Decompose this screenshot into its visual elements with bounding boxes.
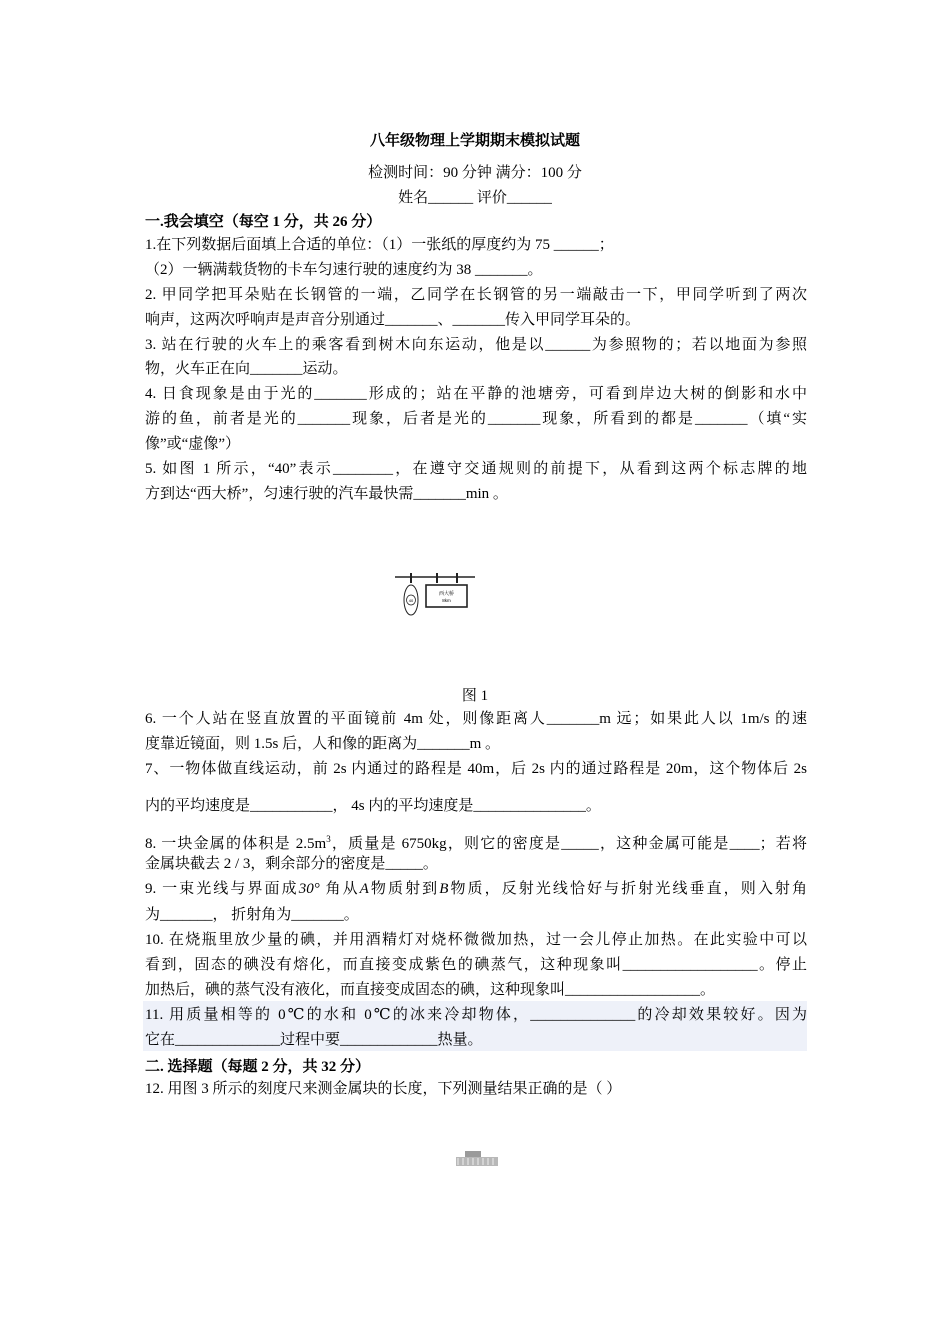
- question-10-line-1: 10. 在烧瓶里放少量的碘，并用酒精灯对烧杯微微加热，过一会儿停止加热。在此实验中可以: [145, 932, 807, 948]
- q9-text-3: 物质射到: [368, 881, 440, 897]
- q9-medium-b: B: [439, 881, 449, 897]
- q8-superscript: 3: [326, 834, 331, 844]
- q8-text-post: ，质量是 6750kg，则它的密度是_____，这种金属可能是____；若将: [330, 836, 807, 852]
- question-10-line-3: 加热后，碘的蒸气没有液化，而直接变成固态的碘，这种现象叫__________________。: [145, 982, 716, 998]
- question-8-line-2: 金属块截去 2 / 3，剩余部分的密度是_____。: [145, 856, 438, 872]
- q9-angle: 30°: [298, 881, 320, 897]
- name-label: 姓名: [398, 190, 429, 206]
- question-7-line-1: 7、一物体做直线运动，前 2s 内通过的路程是 40m，后 2s 内的通过路程是 20m，这个物体后 2s: [145, 761, 807, 777]
- question-1-line-2: （2）一辆满载货物的卡车匀速行驶的速度约为 38 _______。: [145, 262, 543, 278]
- question-5-line-1: 5. 如图 1 所示，“40”表示________，在遵守交通规则的前提下，从看到这两个标志牌的地: [145, 461, 807, 477]
- q9-medium-a: A: [359, 881, 369, 897]
- question-2-line-1: 2. 甲同学把耳朵贴在长钢管的一端，乙同学在长钢管的另一端敲击一下，甲同学听到了两次: [145, 287, 807, 303]
- question-9-line-1: [145, 879, 807, 899]
- figure-1-caption: 图 1: [461, 688, 489, 704]
- speed-limit-sign: 40: [408, 598, 414, 603]
- section-1-title: 一.我会填空（每空 1 分，共 26 分）: [145, 214, 382, 230]
- question-6-line-2: 度靠近镜面，则 1.5s 后，人和像的距离为_______m 。: [145, 736, 501, 752]
- question-4-line-3: 像”或“虚像”）: [145, 436, 240, 452]
- place-sign-name: 西大桥: [438, 591, 455, 597]
- question-10-line-2: 看到，固态的碘没有熔化，而直接变成紫色的碘蒸气，这种现象叫__________________。停止: [145, 957, 807, 973]
- question-5-line-2: 方到达“西大桥”，匀速行驶的汽车最快需_______min 。: [145, 486, 508, 502]
- question-7-line-2: 内的平均速度是___________， 4s 内的平均速度是_______________。: [145, 798, 601, 814]
- question-1-line-1: 1.在下列数据后面填上合适的单位：（1）一张纸的厚度约为 75 ______；: [145, 237, 614, 253]
- name-blank: ______: [428, 190, 474, 206]
- question-3-line-2: 物，火车正在向_______运动。: [145, 361, 348, 377]
- grade-blank: ______: [506, 190, 552, 206]
- figure-3-ruler-image: [455, 1150, 499, 1168]
- question-4-line-1: 4. 日食现象是由于光的_______形成的；站在平静的池塘旁，可看到岸边大树的倒影和水中: [145, 386, 807, 402]
- exam-info: 检测时间：90 分钟 满分：100 分: [368, 165, 582, 181]
- question-12-line-1: 12. 用图 3 所示的刻度尺来测金属块的长度，下列测量结果正确的是（ ）: [145, 1081, 622, 1097]
- question-2-line-2: 响声，这两次呼响声是声音分别通过_______、_______传入甲同学耳朵的。: [145, 312, 641, 328]
- q9-text-1: 9. 一束光线与界面成: [145, 881, 299, 897]
- question-3-line-1: 3. 站在行驶的火车上的乘客看到树木向东运动，他是以______为参照物的；若以地面为参照: [145, 337, 807, 353]
- name-line: [0, 186, 950, 207]
- figure-1-traffic-signs: [393, 570, 477, 618]
- question-11-line-1: 11. 用质量相等的 0℃的水和 0℃的冰来冷却物体，______________的冷却效果较好。因为: [145, 1007, 807, 1023]
- question-8-line-1: [145, 829, 807, 854]
- question-4-line-2: 游的鱼，前者是光的_______现象，后者是光的_______现象，所看到的都是_______（填“实: [145, 411, 807, 427]
- q8-text-pre: 8. 一块金属的体积是 2.5m: [145, 836, 327, 852]
- question-9-line-2: 为_______， 折射角为_______。: [145, 907, 359, 923]
- section-2-title: 二. 选择题（每题 2 分，共 32 分）: [145, 1059, 371, 1075]
- q9-text-2: 角从: [319, 881, 360, 897]
- place-sign-distance: 8km: [442, 598, 451, 603]
- q9-text-4: 物质，反射光线恰好与折射光线垂直，则入射角: [448, 881, 807, 897]
- question-11-line-2: 它在______________过程中要_____________热量。: [145, 1032, 483, 1048]
- grade-label: 评价: [473, 190, 507, 206]
- question-6-line-1: 6. 一个人站在竖直放置的平面镜前 4m 处，则像距离人_______m 远；如果此人以 1m/s 的速: [145, 711, 807, 727]
- page-title: 八年级物理上学期期末模拟试题: [369, 133, 580, 149]
